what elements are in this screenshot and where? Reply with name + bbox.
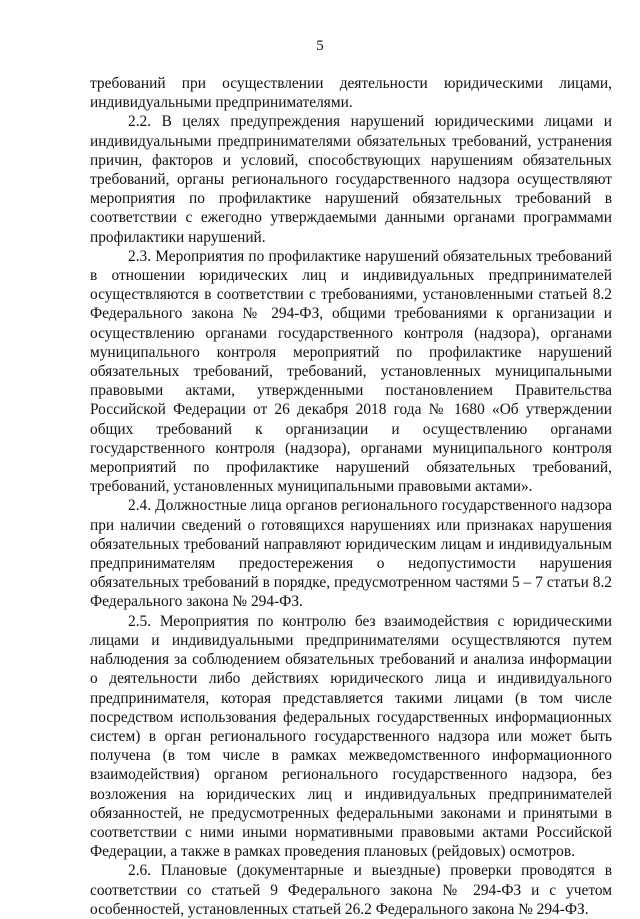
paragraph-2-2: 2.2. В целях предупреждения нарушений юридическими лицами и индивидуальными предпринимателями обязательных требований, устранения причин, факторов и условий, способствующих нарушениям обязательных требований, органы регионального государственного надзора осуществляют мероприятия по профилактике нарушений обязательных требований в соответствии с ежегодно утверждаемыми данными органами программами профилактики нарушений. — [90, 113, 612, 246]
page-number: 5 — [316, 38, 324, 54]
document-body — [90, 74, 612, 919]
paragraph-continuation: требований при осуществлении деятельности юридическими лицами, индивидуальными предпринимателями. — [90, 75, 612, 112]
paragraph-2-5: 2.5. Мероприятия по контролю без взаимодействия с юридическими лицами и индивидуальными предпринимателями осуществляются путем наблюдения за соблюдением обязательных требований и анализа информации о деятельности либо действиях юридического лица и индивидуального предпринимателя, которая представляется такими лицами (в том числе посредством использования федеральных государственных информационных систем) в орган регионального государственного надзора или может быть получена (в том числе в рамках межведомственного информационного взаимодействия) органом регионального государственного надзора, без возложения на юридических лиц и индивидуальных предпринимателей обязанностей, не предусмотренных федеральными законами и принятыми в соответствии с ними иными нормативными правовыми актами Российской Федерации, а также в рамках проведения плановых (рейдовых) осмотров. — [90, 612, 612, 861]
paragraph-2-6: 2.6. Плановые (документарные и выездные) проверки проводятся в соответствии со статьей 9 Федерального закона № 294-ФЗ и с учетом особенностей, установленных статьей 26.2 Федерального закона № 294-ФЗ. — [90, 862, 612, 918]
paragraph-2-3: 2.3. Мероприятия по профилактике нарушений обязательных требований в отношении юридических лиц и индивидуальных предпринимателей осуществляются в соответствии с требованиями, установленными статьей 8.2 Федерального закона № 294-ФЗ, общими требованиями к организации и осуществлению органами государственного контроля (надзора), органами муниципального контроля мероприятий по профилактике нарушений обязательных требований, требований, установленных муниципальными правовыми актами, утвержденными постановлением Правительства Российской Федерации от 26 декабря 2018 года № 1680 «Об утверждении общих требований к организации и осуществлению органами государственного контроля (надзора), органами муниципального контроля мероприятий по профилактике нарушений обязательных требований, требований, установленных муниципальными правовыми актами». — [90, 247, 612, 496]
paragraph-2-4: 2.4. Должностные лица органов регионального государственного надзора при наличии сведений о готовящихся нарушениях или признаках нарушения обязательных требований направляют юридическим лицам и индивидуальным предпринимателям предостережения о недопустимости нарушения обязательных требований в порядке, предусмотренном частями 5 – 7 статьи 8.2 Федерального закона № 294-ФЗ. — [90, 497, 612, 611]
